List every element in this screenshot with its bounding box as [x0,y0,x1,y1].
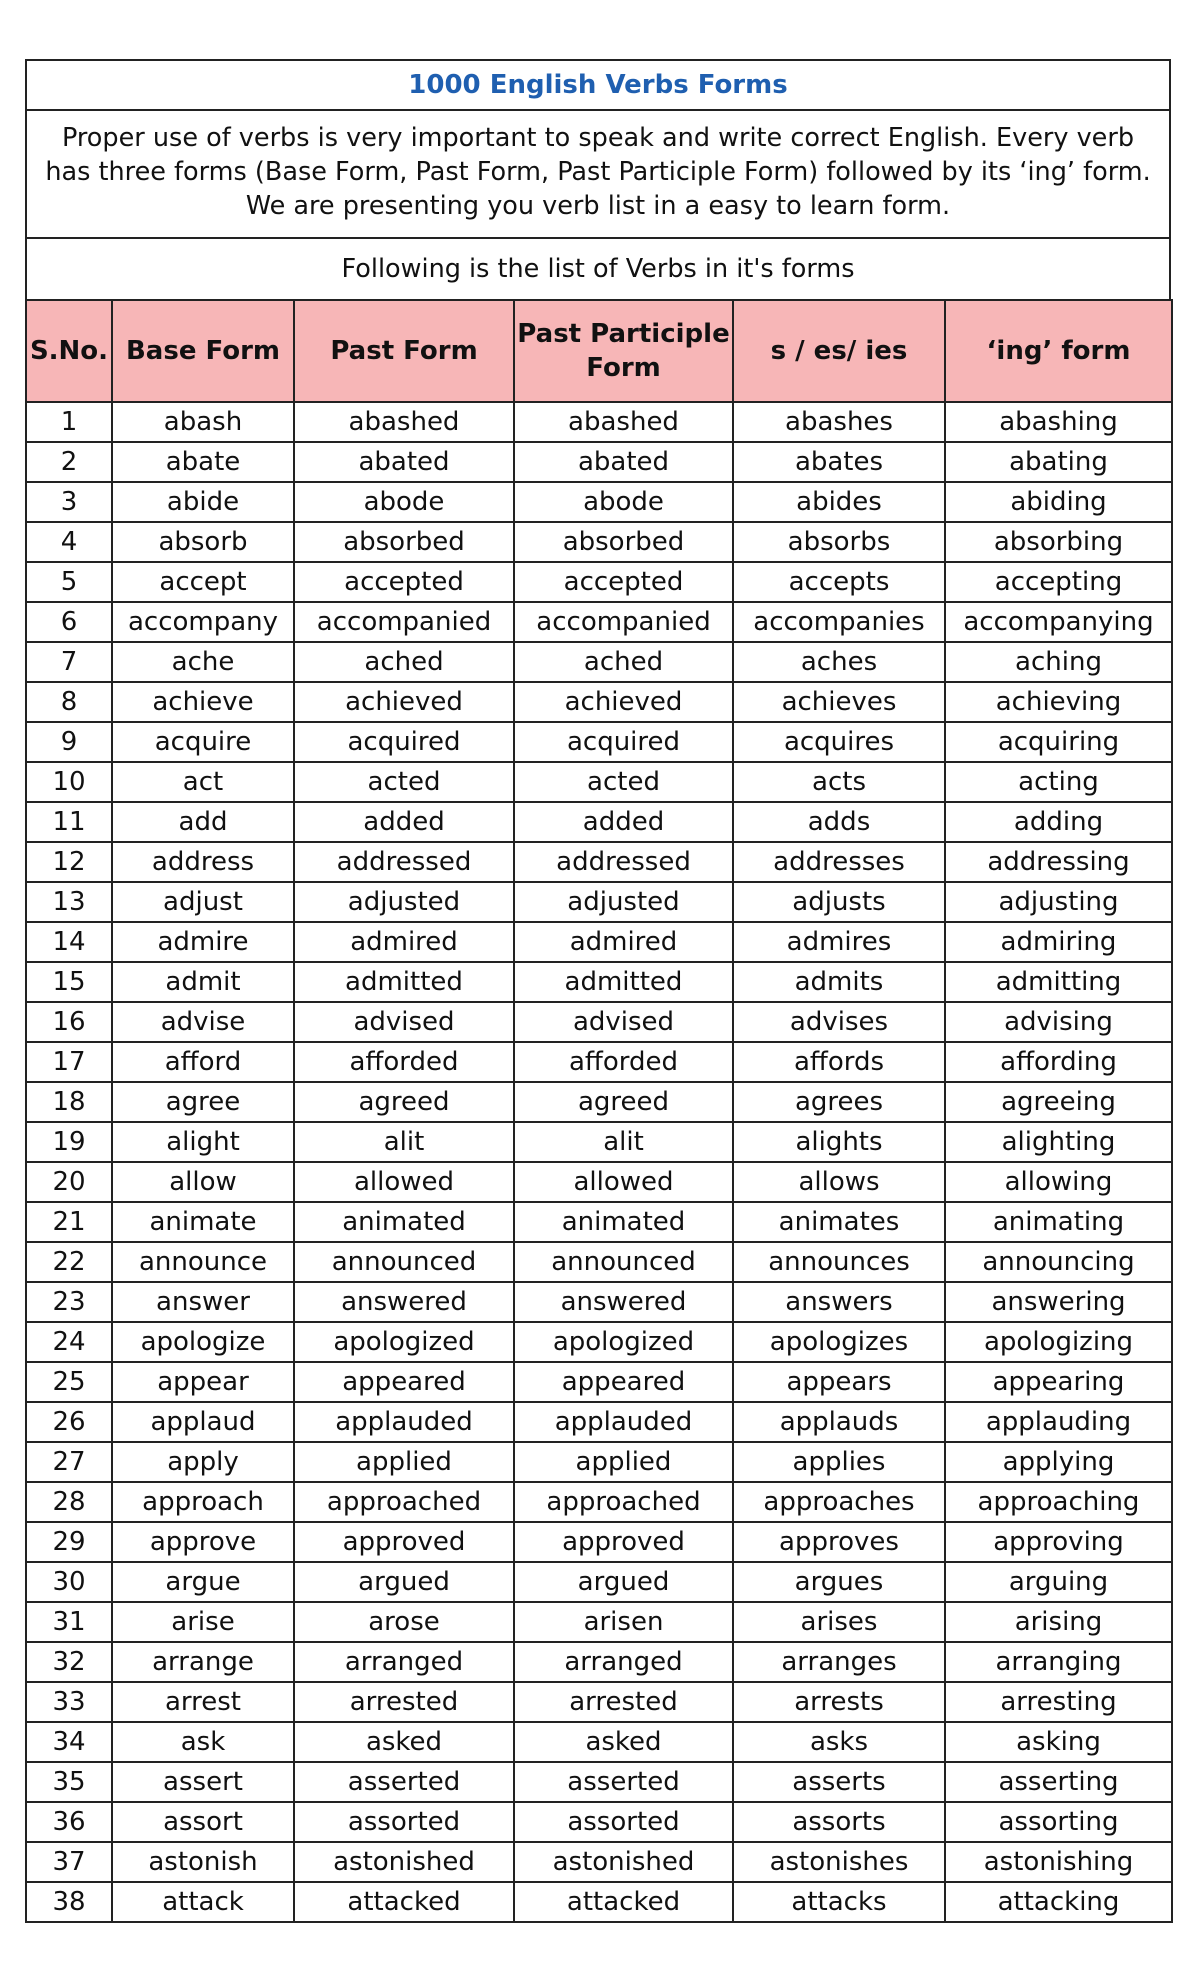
serial-number-cell: 8 [26,682,112,722]
ing-form-cell: aching [945,642,1172,682]
table-row [26,402,1172,442]
past-participle-cell: advised [514,1002,733,1042]
ing-form-cell: accompanying [945,602,1172,642]
serial-number-cell: 23 [26,1282,112,1322]
table-row [26,802,1172,842]
base-form-cell: apply [112,1442,294,1482]
past-form-cell: applauded [294,1402,514,1442]
s-es-ies-cell: adjusts [733,882,945,922]
ing-form-cell: abashing [945,402,1172,442]
table-row [26,1562,1172,1602]
s-es-ies-cell: approves [733,1522,945,1562]
ing-form-cell: animating [945,1202,1172,1242]
past-form-cell: ached [294,642,514,682]
ing-form-cell: approving [945,1522,1172,1562]
base-form-cell: accompany [112,602,294,642]
column-header-ing-form: ‘ing’ form [945,300,1172,402]
s-es-ies-cell: acquires [733,722,945,762]
past-participle-cell: admired [514,922,733,962]
table-row [26,522,1172,562]
table-row [26,1882,1172,1922]
past-participle-cell: applauded [514,1402,733,1442]
base-form-cell: argue [112,1562,294,1602]
past-participle-cell: animated [514,1202,733,1242]
s-es-ies-cell: attacks [733,1882,945,1922]
base-form-cell: appear [112,1362,294,1402]
serial-number-cell: 25 [26,1362,112,1402]
page-title: 1000 English Verbs Forms [25,59,1171,111]
s-es-ies-cell: argues [733,1562,945,1602]
s-es-ies-cell: asks [733,1722,945,1762]
s-es-ies-cell: accompanies [733,602,945,642]
table-row [26,1842,1172,1882]
s-es-ies-cell: assorts [733,1802,945,1842]
s-es-ies-cell: allows [733,1162,945,1202]
ing-form-cell: arresting [945,1682,1172,1722]
past-participle-cell: approved [514,1522,733,1562]
s-es-ies-cell: applauds [733,1402,945,1442]
past-form-cell: added [294,802,514,842]
past-participle-cell: attacked [514,1882,733,1922]
s-es-ies-cell: arranges [733,1642,945,1682]
base-form-cell: abate [112,442,294,482]
column-header-past-participle: Past Participle Form [514,300,733,402]
past-form-cell: asserted [294,1762,514,1802]
past-form-cell: abated [294,442,514,482]
past-participle-cell: assorted [514,1802,733,1842]
verb-table [25,299,1173,1923]
serial-number-cell: 31 [26,1602,112,1642]
s-es-ies-cell: admires [733,922,945,962]
past-form-cell: apologized [294,1322,514,1362]
table-row [26,1762,1172,1802]
past-form-cell: argued [294,1562,514,1602]
table-row [26,562,1172,602]
serial-number-cell: 15 [26,962,112,1002]
s-es-ies-cell: absorbs [733,522,945,562]
serial-number-cell: 35 [26,1762,112,1802]
serial-number-cell: 20 [26,1162,112,1202]
ing-form-cell: allowing [945,1162,1172,1202]
ing-form-cell: achieving [945,682,1172,722]
past-participle-cell: arisen [514,1602,733,1642]
s-es-ies-cell: affords [733,1042,945,1082]
serial-number-cell: 19 [26,1122,112,1162]
serial-number-cell: 24 [26,1322,112,1362]
base-form-cell: adjust [112,882,294,922]
ing-form-cell: asking [945,1722,1172,1762]
table-row [26,682,1172,722]
serial-number-cell: 1 [26,402,112,442]
table-row [26,1042,1172,1082]
serial-number-cell: 26 [26,1402,112,1442]
s-es-ies-cell: arrests [733,1682,945,1722]
past-participle-cell: ached [514,642,733,682]
past-form-cell: acquired [294,722,514,762]
serial-number-cell: 32 [26,1642,112,1682]
past-form-cell: arose [294,1602,514,1642]
base-form-cell: attack [112,1882,294,1922]
past-participle-cell: arrested [514,1682,733,1722]
past-participle-cell: acted [514,762,733,802]
past-participle-cell: accepted [514,562,733,602]
table-row [26,1202,1172,1242]
serial-number-cell: 12 [26,842,112,882]
base-form-cell: absorb [112,522,294,562]
ing-form-cell: applying [945,1442,1172,1482]
s-es-ies-cell: adds [733,802,945,842]
past-participle-cell: apologized [514,1322,733,1362]
base-form-cell: afford [112,1042,294,1082]
serial-number-cell: 34 [26,1722,112,1762]
base-form-cell: arrange [112,1642,294,1682]
serial-number-cell: 10 [26,762,112,802]
serial-number-cell: 2 [26,442,112,482]
serial-number-cell: 29 [26,1522,112,1562]
past-form-cell: acted [294,762,514,802]
past-participle-cell: achieved [514,682,733,722]
ing-form-cell: arguing [945,1562,1172,1602]
past-participle-cell: abode [514,482,733,522]
s-es-ies-cell: announces [733,1242,945,1282]
serial-number-cell: 13 [26,882,112,922]
serial-number-cell: 16 [26,1002,112,1042]
past-form-cell: afforded [294,1042,514,1082]
base-form-cell: achieve [112,682,294,722]
base-form-cell: advise [112,1002,294,1042]
column-header-past-form: Past Form [294,300,514,402]
base-form-cell: abide [112,482,294,522]
verb-table-body [26,402,1172,1922]
table-row [26,1442,1172,1482]
s-es-ies-cell: arises [733,1602,945,1642]
base-form-cell: admire [112,922,294,962]
ing-form-cell: astonishing [945,1842,1172,1882]
s-es-ies-cell: abides [733,482,945,522]
past-participle-cell: appeared [514,1362,733,1402]
s-es-ies-cell: achieves [733,682,945,722]
ing-form-cell: acquiring [945,722,1172,762]
table-row [26,1402,1172,1442]
past-form-cell: approved [294,1522,514,1562]
ing-form-cell: announcing [945,1242,1172,1282]
ing-form-cell: alighting [945,1122,1172,1162]
past-participle-cell: abashed [514,402,733,442]
past-participle-cell: arranged [514,1642,733,1682]
ing-form-cell: abiding [945,482,1172,522]
base-form-cell: arise [112,1602,294,1642]
table-row [26,842,1172,882]
serial-number-cell: 27 [26,1442,112,1482]
base-form-cell: ache [112,642,294,682]
table-row [26,1682,1172,1722]
past-form-cell: assorted [294,1802,514,1842]
past-form-cell: answered [294,1282,514,1322]
s-es-ies-cell: animates [733,1202,945,1242]
base-form-cell: act [112,762,294,802]
past-participle-cell: addressed [514,842,733,882]
serial-number-cell: 7 [26,642,112,682]
base-form-cell: admit [112,962,294,1002]
past-form-cell: applied [294,1442,514,1482]
s-es-ies-cell: appears [733,1362,945,1402]
past-form-cell: arrested [294,1682,514,1722]
base-form-cell: answer [112,1282,294,1322]
serial-number-cell: 21 [26,1202,112,1242]
past-form-cell: asked [294,1722,514,1762]
base-form-cell: allow [112,1162,294,1202]
ing-form-cell: apologizing [945,1322,1172,1362]
past-form-cell: appeared [294,1362,514,1402]
base-form-cell: apologize [112,1322,294,1362]
ing-form-cell: arising [945,1602,1172,1642]
ing-form-cell: asserting [945,1762,1172,1802]
ing-form-cell: abating [945,442,1172,482]
table-row [26,882,1172,922]
base-form-cell: add [112,802,294,842]
column-header-s-es-ies: s / es/ ies [733,300,945,402]
table-row [26,1242,1172,1282]
serial-number-cell: 11 [26,802,112,842]
ing-form-cell: arranging [945,1642,1172,1682]
past-form-cell: astonished [294,1842,514,1882]
serial-number-cell: 33 [26,1682,112,1722]
serial-number-cell: 28 [26,1482,112,1522]
header-row [26,300,1172,402]
past-participle-cell: admitted [514,962,733,1002]
s-es-ies-cell: aches [733,642,945,682]
past-form-cell: absorbed [294,522,514,562]
ing-form-cell: accepting [945,562,1172,602]
past-participle-cell: agreed [514,1082,733,1122]
past-form-cell: addressed [294,842,514,882]
past-participle-cell: alit [514,1122,733,1162]
base-form-cell: agree [112,1082,294,1122]
table-row [26,1002,1172,1042]
base-form-cell: assert [112,1762,294,1802]
table-row [26,1122,1172,1162]
past-participle-cell: afforded [514,1042,733,1082]
s-es-ies-cell: apologizes [733,1322,945,1362]
serial-number-cell: 38 [26,1882,112,1922]
table-row [26,922,1172,962]
ing-form-cell: applauding [945,1402,1172,1442]
past-form-cell: announced [294,1242,514,1282]
past-participle-cell: astonished [514,1842,733,1882]
s-es-ies-cell: agrees [733,1082,945,1122]
table-row [26,482,1172,522]
table-row [26,642,1172,682]
serial-number-cell: 30 [26,1562,112,1602]
s-es-ies-cell: asserts [733,1762,945,1802]
s-es-ies-cell: accepts [733,562,945,602]
ing-form-cell: acting [945,762,1172,802]
base-form-cell: alight [112,1122,294,1162]
base-form-cell: astonish [112,1842,294,1882]
s-es-ies-cell: alights [733,1122,945,1162]
ing-form-cell: adjusting [945,882,1172,922]
past-form-cell: achieved [294,682,514,722]
column-header-sno: S.No. [26,300,112,402]
past-form-cell: admitted [294,962,514,1002]
past-form-cell: abode [294,482,514,522]
past-participle-cell: asserted [514,1762,733,1802]
past-participle-cell: answered [514,1282,733,1322]
past-participle-cell: allowed [514,1162,733,1202]
serial-number-cell: 22 [26,1242,112,1282]
serial-number-cell: 9 [26,722,112,762]
s-es-ies-cell: abashes [733,402,945,442]
past-participle-cell: announced [514,1242,733,1282]
base-form-cell: applaud [112,1402,294,1442]
past-participle-cell: abated [514,442,733,482]
ing-form-cell: approaching [945,1482,1172,1522]
ing-form-cell: adding [945,802,1172,842]
past-participle-cell: applied [514,1442,733,1482]
table-row [26,1802,1172,1842]
table-row [26,1162,1172,1202]
past-form-cell: advised [294,1002,514,1042]
list-subheading: Following is the list of Verbs in it's forms [25,239,1171,301]
past-participle-cell: added [514,802,733,842]
table-row [26,1282,1172,1322]
verb-sheet [25,59,1171,1923]
past-participle-cell: asked [514,1722,733,1762]
base-form-cell: approach [112,1482,294,1522]
table-row [26,1642,1172,1682]
column-header-base-form: Base Form [112,300,294,402]
table-row [26,1602,1172,1642]
s-es-ies-cell: answers [733,1282,945,1322]
s-es-ies-cell: admits [733,962,945,1002]
base-form-cell: announce [112,1242,294,1282]
table-row [26,1322,1172,1362]
serial-number-cell: 3 [26,482,112,522]
table-row [26,442,1172,482]
serial-number-cell: 4 [26,522,112,562]
ing-form-cell: agreeing [945,1082,1172,1122]
past-form-cell: accepted [294,562,514,602]
past-form-cell: alit [294,1122,514,1162]
table-row [26,602,1172,642]
s-es-ies-cell: advises [733,1002,945,1042]
base-form-cell: ask [112,1722,294,1762]
past-form-cell: approached [294,1482,514,1522]
past-form-cell: abashed [294,402,514,442]
serial-number-cell: 14 [26,922,112,962]
ing-form-cell: attacking [945,1882,1172,1922]
ing-form-cell: affording [945,1042,1172,1082]
past-participle-cell: accompanied [514,602,733,642]
past-form-cell: allowed [294,1162,514,1202]
base-form-cell: arrest [112,1682,294,1722]
s-es-ies-cell: addresses [733,842,945,882]
past-form-cell: accompanied [294,602,514,642]
ing-form-cell: addressing [945,842,1172,882]
table-row [26,962,1172,1002]
base-form-cell: accept [112,562,294,602]
table-row [26,722,1172,762]
past-form-cell: arranged [294,1642,514,1682]
base-form-cell: animate [112,1202,294,1242]
ing-form-cell: appearing [945,1362,1172,1402]
serial-number-cell: 17 [26,1042,112,1082]
serial-number-cell: 18 [26,1082,112,1122]
s-es-ies-cell: astonishes [733,1842,945,1882]
past-form-cell: adjusted [294,882,514,922]
past-form-cell: attacked [294,1882,514,1922]
base-form-cell: approve [112,1522,294,1562]
s-es-ies-cell: acts [733,762,945,802]
s-es-ies-cell: abates [733,442,945,482]
intro-paragraph: Proper use of verbs is very important to speak and write correct English. Every verb has three forms (Base Form, Past Form, Past Participle Form) followed by its ‘ing’ form. We are presenting you verb list in a easy to learn form. [25,111,1171,239]
past-participle-cell: acquired [514,722,733,762]
s-es-ies-cell: applies [733,1442,945,1482]
ing-form-cell: advising [945,1002,1172,1042]
table-row [26,1362,1172,1402]
past-participle-cell: argued [514,1562,733,1602]
past-form-cell: animated [294,1202,514,1242]
table-row [26,1082,1172,1122]
past-participle-cell: adjusted [514,882,733,922]
ing-form-cell: answering [945,1282,1172,1322]
base-form-cell: address [112,842,294,882]
s-es-ies-cell: approaches [733,1482,945,1522]
past-participle-cell: absorbed [514,522,733,562]
table-row [26,1482,1172,1522]
ing-form-cell: absorbing [945,522,1172,562]
ing-form-cell: admiring [945,922,1172,962]
table-row [26,762,1172,802]
serial-number-cell: 6 [26,602,112,642]
ing-form-cell: assorting [945,1802,1172,1842]
base-form-cell: acquire [112,722,294,762]
past-participle-cell: approached [514,1482,733,1522]
past-form-cell: agreed [294,1082,514,1122]
table-row [26,1722,1172,1762]
base-form-cell: abash [112,402,294,442]
base-form-cell: assort [112,1802,294,1842]
serial-number-cell: 36 [26,1802,112,1842]
ing-form-cell: admitting [945,962,1172,1002]
serial-number-cell: 37 [26,1842,112,1882]
serial-number-cell: 5 [26,562,112,602]
past-form-cell: admired [294,922,514,962]
table-row [26,1522,1172,1562]
